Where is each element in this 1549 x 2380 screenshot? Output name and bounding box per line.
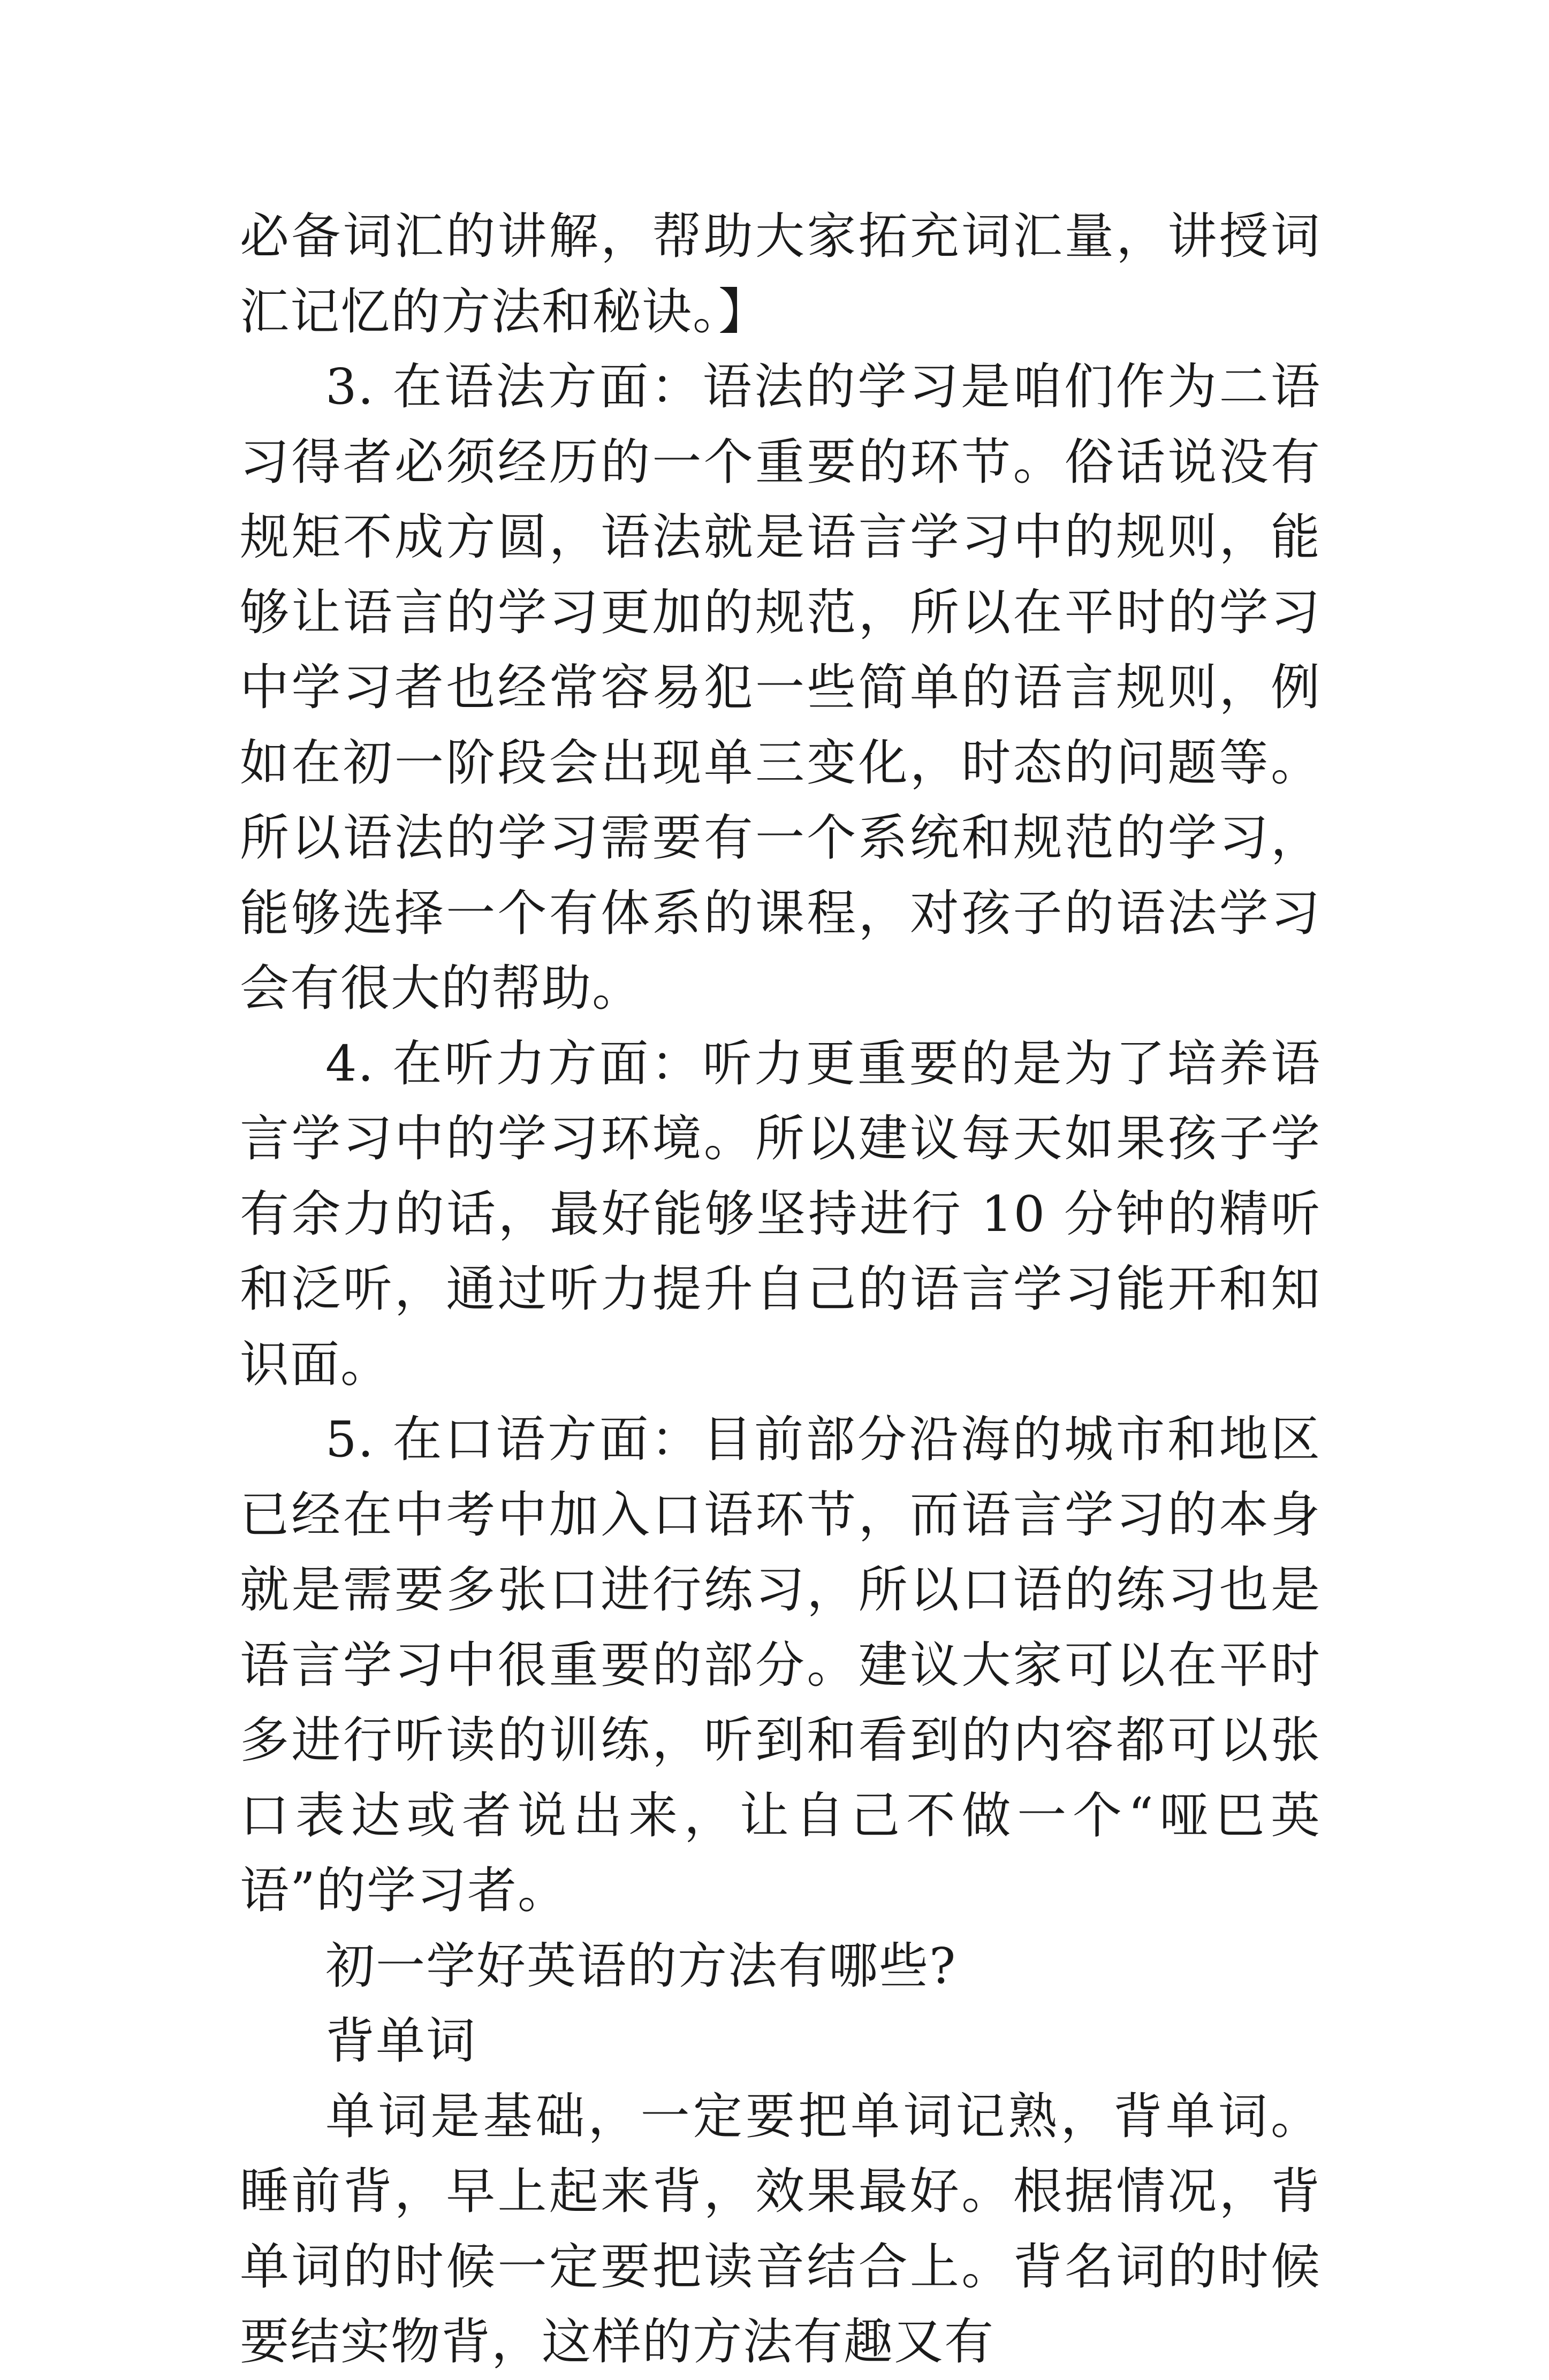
document-page xyxy=(240,199,1321,2380)
section-heading: 初一学好英语的方法有哪些? xyxy=(325,1937,957,1995)
paragraph-speaking: 5. 在口语方面：目前部分沿海的城市和地区已经在中考中加入口语环节，而语言学习的本身就是需要多张口进行练习，所以口语的练习也是语言学习中很重要的部分。建议大家可以在平时多进行听读的训练，听到和看到的内容都可以张口表达或者说出来，让自己不做一个“哑巴英语”的学习者。 xyxy=(240,1411,1321,1919)
subsection-heading: 背单词 xyxy=(325,2012,477,2070)
paragraph-words: 单词是基础，一定要把单词记熟，背单词。睡前背，早上起来背，效果最好。根据情况，背单词的时候一定要把读音结合上。背名词的时候要结实物背，这样的方法有趣又有 xyxy=(240,2087,1321,2370)
paragraph-vocabulary-tail: 必备词汇的讲解，帮助大家拓充词汇量，讲授词汇记忆的方法和秘诀。】 xyxy=(240,208,1321,340)
paragraph-listening: 4. 在听力方面：听力更重要的是为了培养语言学习中的学习环境。所以建议每天如果孩子学有余力的话，最好能够坚持进行 10 分钟的精听和泛听，通过听力提升自己的语言学习能开和知识面。 xyxy=(240,1035,1321,1393)
paragraph-grammar: 3. 在语法方面：语法的学习是咱们作为二语习得者必须经历的一个重要的环节。俗话说没有规矩不成方圆，语法就是语言学习中的规则，能够让语言的学习更加的规范，所以在平时的学习中学习者也经常容易犯一些简单的语言规则，例如在初一阶段会出现单三变化，时态的问题等。所以语法的学习需要有一个系统和规范的学习，能够选择一个有体系的课程，对孩子的语法学习会有很大的帮助。 xyxy=(240,358,1321,1017)
